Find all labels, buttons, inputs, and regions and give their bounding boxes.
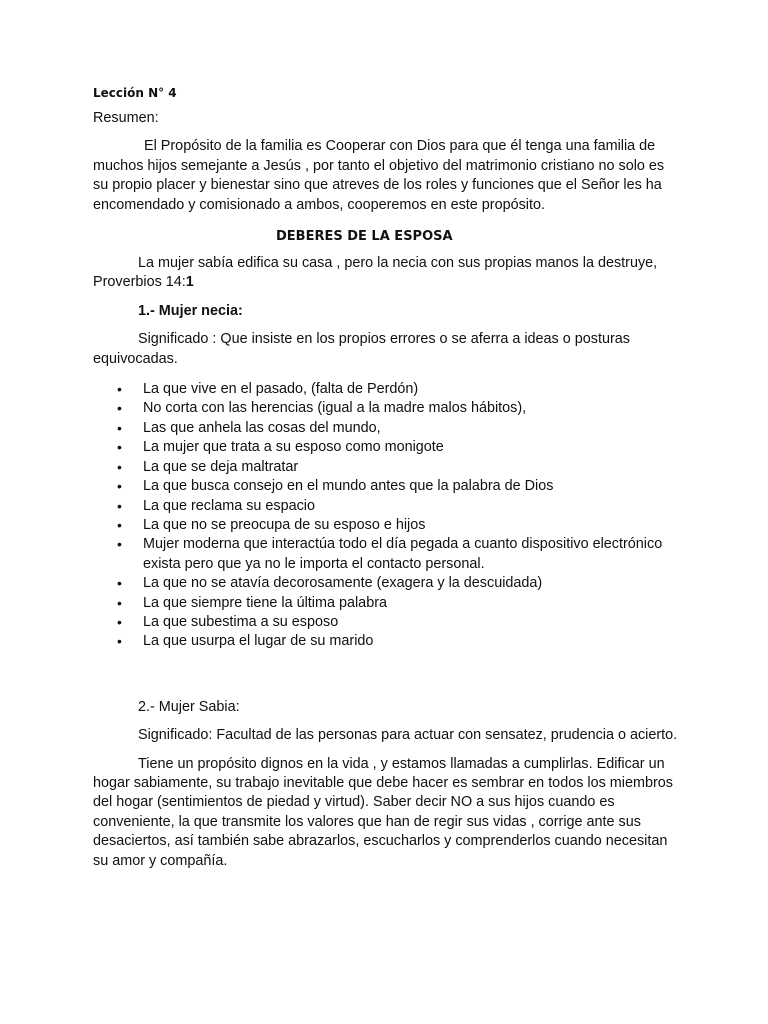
- bullet-icon: •: [117, 594, 122, 611]
- intro-paragraph: [93, 254, 683, 293]
- bullet-icon: •: [117, 478, 122, 495]
- list-item-text: La que vive en el pasado, (falta de Perdón): [143, 381, 419, 398]
- list-item-text: La que siempre tiene la última palabra: [143, 594, 387, 611]
- section1-meaning: Significado : Que insiste en los propios errores o se aferra a ideas o posturas equivocadas.: [93, 331, 630, 367]
- summary-label: Resumen:: [93, 110, 159, 126]
- list-item-text: La mujer que trata a su esposo como monigote: [143, 439, 444, 456]
- list-item: [93, 380, 683, 399]
- bullet-icon: •: [117, 400, 122, 417]
- foolish-woman-list: [93, 380, 683, 652]
- document-page: [93, 86, 683, 871]
- bullet-icon: •: [117, 516, 122, 533]
- section-heading: DEBERES DE LA ESPOSA: [276, 229, 453, 245]
- section2-meaning: Significado: Facultad de las personas para actuar con sensatez, prudencia o acierto.: [138, 727, 678, 744]
- list-item: [93, 477, 683, 496]
- bullet-icon: •: [117, 633, 122, 650]
- list-item-text: La que se deja maltratar: [143, 458, 299, 475]
- section2-body: Tiene un propósito dignos en la vida , y estamos llamadas a cumplirlas. Edificar un hogar sabiamente, su trabajo inevitable que debe hacer es sembrar en todos los miembros del hogar (sentimientos de piedad y virtud). Saber decir NO a sus hijos cuando es conveniente, la que transmite los valores que han de regir sus vidas , corrige ante sus desaciertos, así también sabe abrazarlos, escucharlos y comprenderlos cuando necesitan su amor y compañía.: [93, 755, 673, 869]
- bullet-icon: •: [117, 439, 122, 456]
- list-item-text: La que usurpa el lugar de su marido: [143, 633, 374, 650]
- bullet-icon: •: [117, 419, 122, 436]
- list-item-text: Las que anhela las cosas del mundo,: [143, 419, 381, 436]
- list-item-text: No corta con las herencias (igual a la madre malos hábitos),: [143, 400, 527, 417]
- list-item-text: Mujer moderna que interactúa todo el día pegada a cuanto dispositivo electrónico exista pero que ya no le importa el contacto personal.: [143, 536, 663, 572]
- bullet-icon: •: [117, 536, 122, 553]
- list-item-text: La que no se preocupa de su esposo e hijos: [143, 516, 426, 533]
- bullet-icon: •: [117, 458, 122, 475]
- list-item-text: La que subestima a su esposo: [143, 613, 339, 630]
- list-item: [93, 399, 683, 418]
- section1-title: 1.- Mujer necia:: [138, 302, 243, 319]
- list-item: [93, 574, 683, 593]
- bullet-icon: •: [117, 613, 122, 630]
- list-item: [93, 613, 683, 632]
- list-item: [93, 516, 683, 535]
- list-item-text: La que reclama su espacio: [143, 497, 315, 514]
- list-item: [93, 594, 683, 613]
- list-item: [93, 458, 683, 477]
- list-item: [93, 438, 683, 457]
- list-item: [93, 497, 683, 516]
- list-item-text: La que busca consejo en el mundo antes que la palabra de Dios: [143, 478, 554, 495]
- summary-paragraph: El Propósito de la familia es Cooperar con Dios para que él tenga una familia de muchos hijos semejante a Jesús , por tanto el objetivo del matrimonio cristiano no solo es su propio placer y bienestar sino que atreves de los roles y funciones que el Señor les ha encomendado y comisionado a ambos, cooperemos en este propósito.: [93, 138, 665, 213]
- list-item: [93, 419, 683, 438]
- intro-text: La mujer sabía edifica su casa , pero la necia con sus propias manos la destruye, Proverbios 14:: [93, 255, 658, 291]
- list-item: [93, 632, 683, 651]
- list-item: [93, 535, 683, 574]
- bullet-icon: •: [117, 575, 122, 592]
- intro-verse-number: 1: [185, 274, 194, 291]
- section-spacer: [93, 652, 683, 689]
- list-item-text: La que no se atavía decorosamente (exagera y la descuidada): [143, 575, 543, 592]
- bullet-icon: •: [117, 381, 122, 398]
- bullet-icon: •: [117, 497, 122, 514]
- lesson-title: Lección N° 4: [93, 86, 177, 100]
- section2-title: 2.- Mujer Sabia:: [138, 698, 240, 715]
